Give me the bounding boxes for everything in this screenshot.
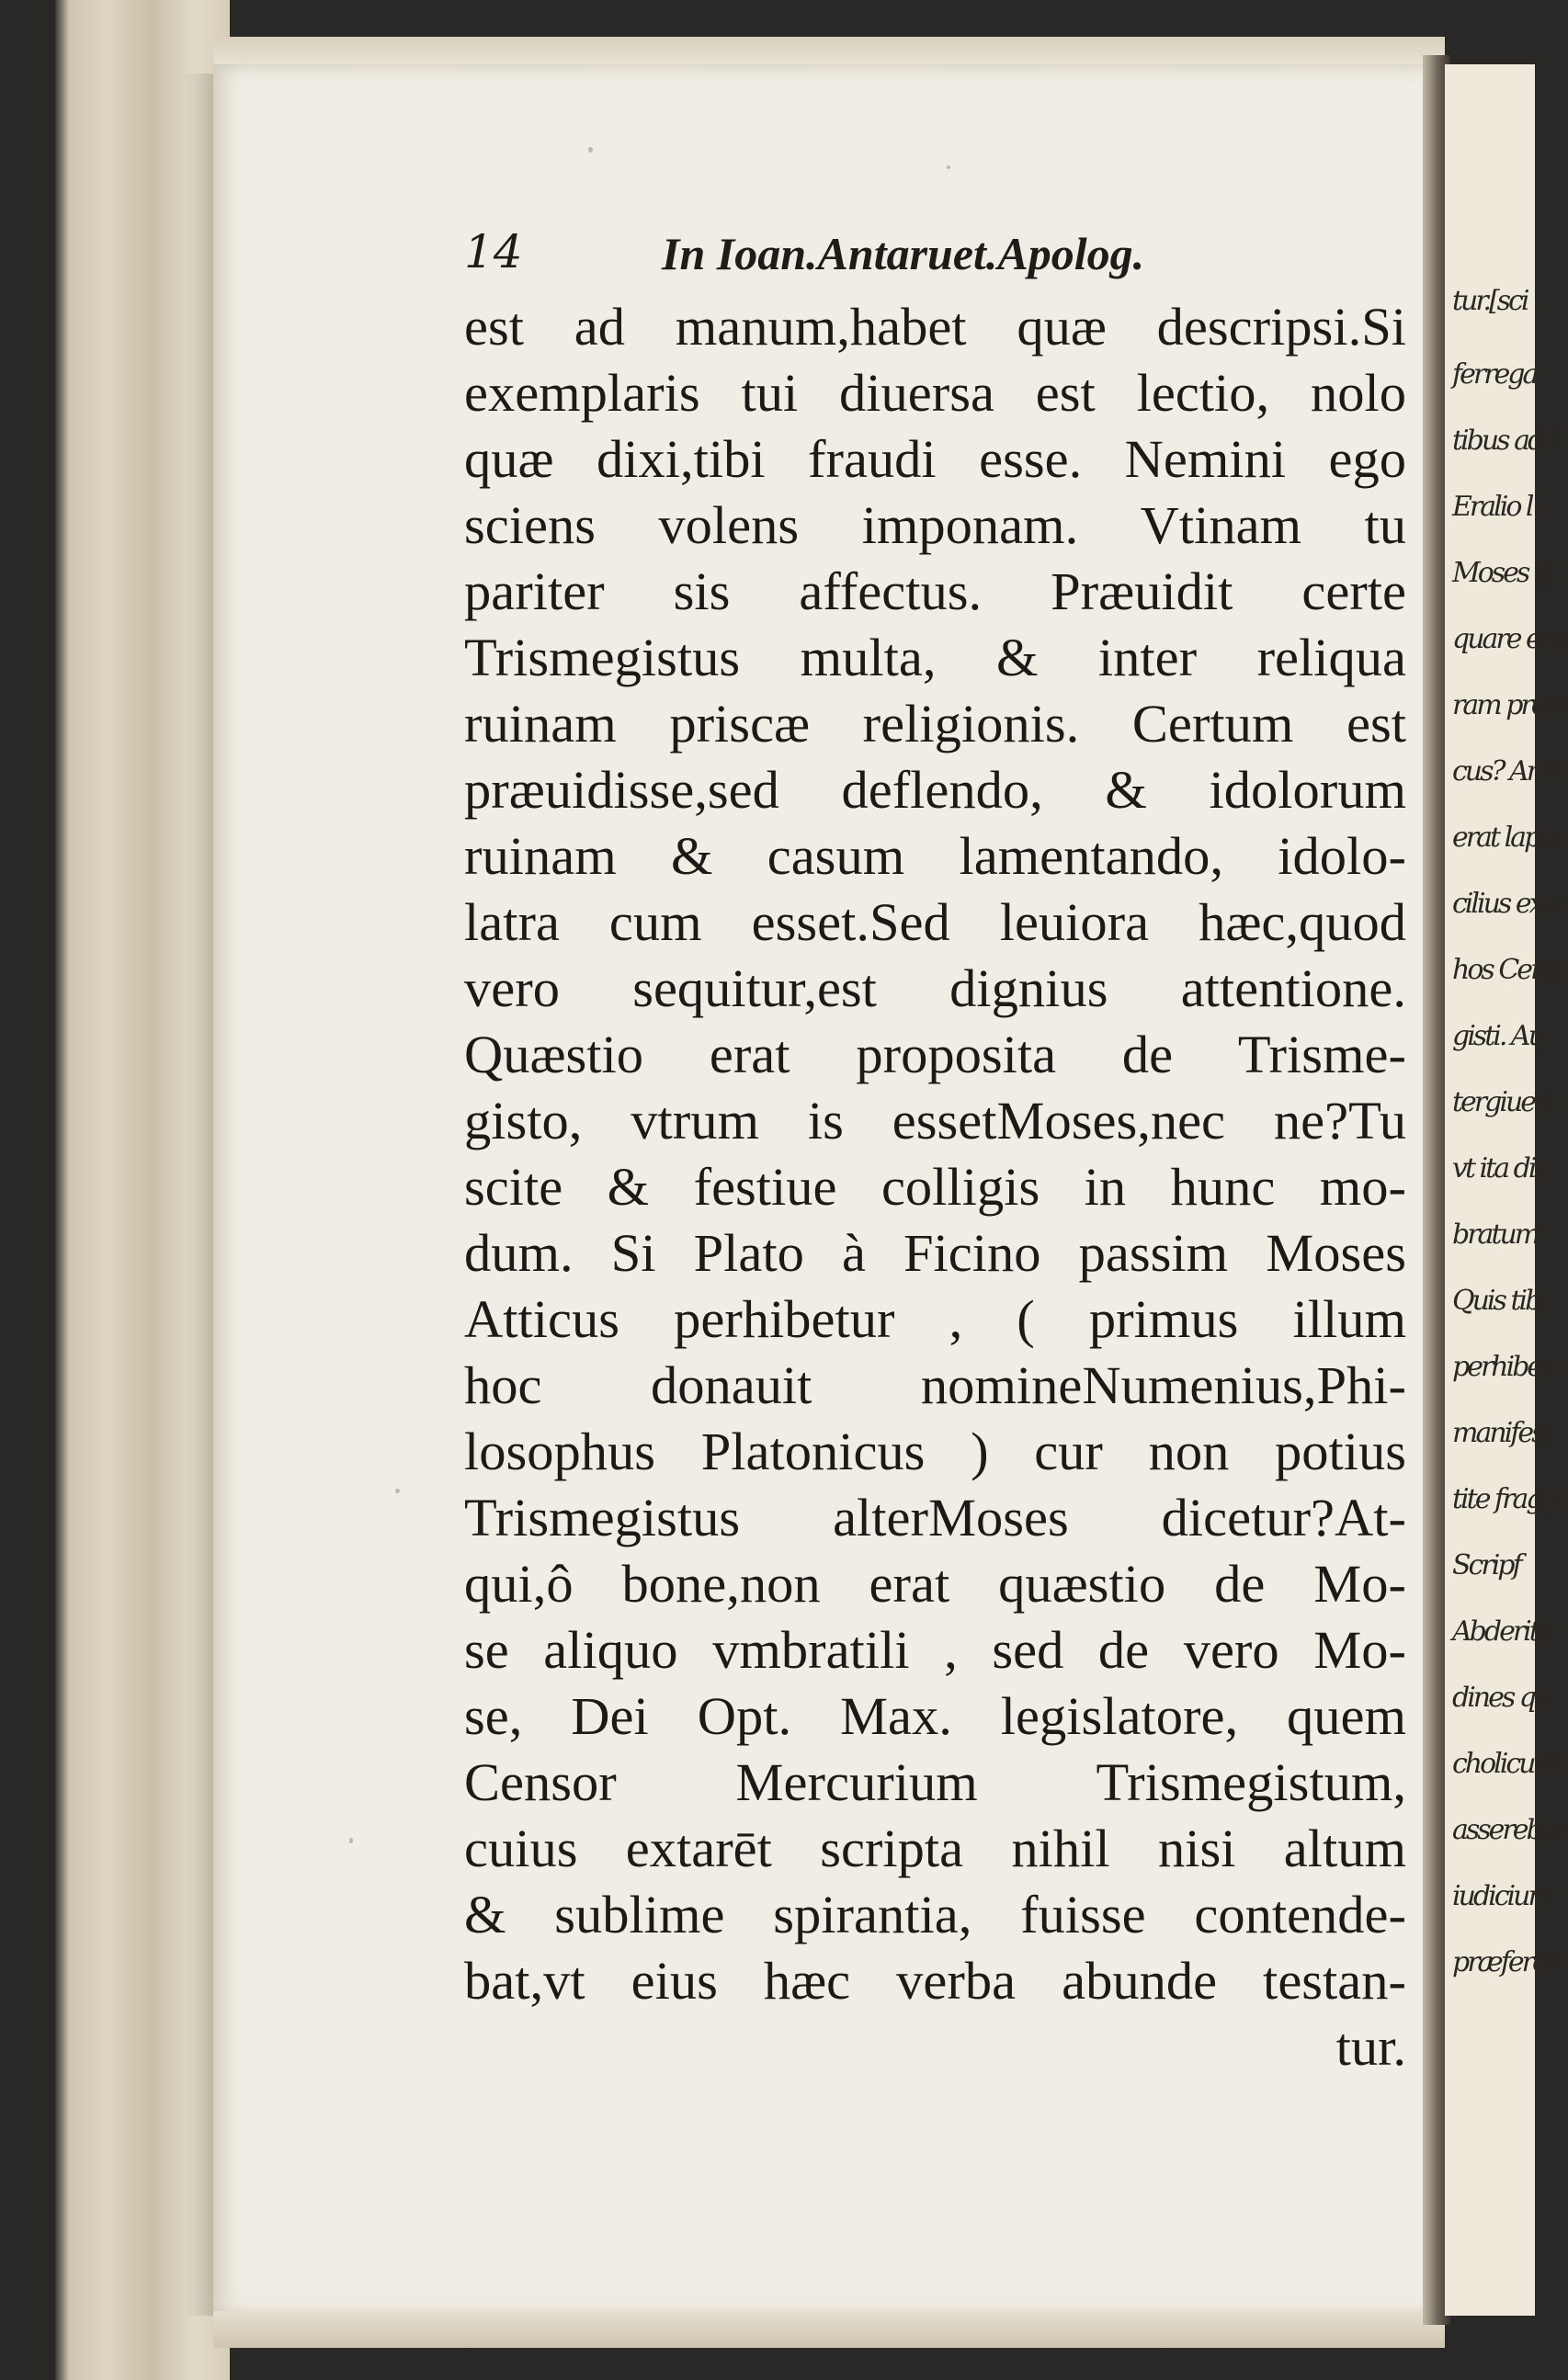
text-line: gisto, vtrum is essetMoses,nec ne?Tu [464, 1091, 1406, 1150]
next-page-fragment: perhiben [1452, 1351, 1556, 1383]
next-page-fragment: manifest [1452, 1417, 1551, 1449]
next-page-fragment: tite fraga [1452, 1483, 1555, 1515]
body-text [464, 294, 1406, 2080]
text-line: latra cum esset.Sed leuiora hæc,quod [464, 892, 1406, 952]
text-line: ruinam & casum lamentando, idolo- [464, 826, 1406, 886]
next-page-fragment: præferen [1452, 1946, 1562, 1978]
page-bottom-edge [213, 2311, 1445, 2348]
text-line: sciens volens imponam. Vtinam tu [464, 495, 1406, 555]
next-page-fragment: tergiuert [1452, 1086, 1553, 1118]
next-page-fragment: iudicium [1452, 1880, 1551, 1912]
text-line: præuidisse,sed deflendo, & idolorum [464, 760, 1406, 820]
next-page-fragment: cilius exer [1452, 888, 1566, 920]
text-line: Quæstio erat proposita de Trisme- [464, 1025, 1406, 1084]
text-line: hoc donauit nomineNumenius,Phi- [464, 1355, 1406, 1415]
running-title: In Ioan.Antaruet.Apolog. [662, 228, 1145, 279]
paper-speck [947, 165, 950, 169]
next-page-fragment: Abderita [1452, 1615, 1551, 1648]
next-page-fragment: Quis tib [1452, 1285, 1540, 1317]
page-number: 14 [464, 225, 523, 278]
next-page-fragment: bratum [1452, 1218, 1539, 1251]
next-page-edge [1445, 64, 1568, 2316]
paper-speck [588, 147, 593, 153]
next-page-fragment: Scripf [1452, 1549, 1520, 1581]
next-page-fragment: tur.[sci [1452, 285, 1528, 317]
text-line: pariter sis affectus. Præuidit certe [464, 561, 1406, 621]
next-page-fragment: dines qu [1452, 1682, 1550, 1714]
text-line: est ad manum,habet quæ descripsi.Si [464, 297, 1406, 357]
catchword: tur. [1335, 2017, 1406, 2077]
running-head [464, 225, 1420, 289]
next-page-fragment: ferrega [1452, 358, 1537, 391]
next-page-fragment: quare erg [1452, 623, 1565, 655]
next-page-fragment: cholicum [1452, 1748, 1557, 1780]
next-page-fragment: tibus ad f [1452, 425, 1556, 457]
text-line: vero sequitur,est dignius attentione. [464, 958, 1406, 1018]
text-line: scite & festiue colligis in hunc mo- [464, 1157, 1406, 1217]
paper-speck [395, 1489, 400, 1493]
text-line: losophus Platonicus ) cur non potius [464, 1422, 1406, 1481]
next-page-fragment: hos Cens [1452, 954, 1557, 986]
text-line: qui,ô bone,non erat quæstio de Mo- [464, 1554, 1406, 1614]
next-page-fragment: asserebat [1452, 1814, 1563, 1846]
next-page-fragment: cus? Ann [1452, 755, 1557, 788]
text-line: Censor Mercurium Trismegistum, [464, 1752, 1406, 1812]
text-line: exemplaris tui diuersa est lectio, nolo [464, 363, 1406, 423]
next-page-fragment: erat lapia [1452, 822, 1559, 854]
text-line: bat,vt eius hæc verba abunde testan- [464, 1951, 1406, 2011]
text-line: quæ dixi,tibi fraudi esse. Nemini ego [464, 429, 1406, 489]
text-line: se aliquo vmbratili , sed de vero Mo- [464, 1620, 1406, 1680]
next-page-fragment: Eralio l [1452, 491, 1532, 523]
text-line: & sublime spirantia, fuisse contende- [464, 1885, 1406, 1944]
text-line: Atticus perhibetur , ( primus illum [464, 1289, 1406, 1349]
text-line: dum. Si Plato à Ficino passim Moses [464, 1223, 1406, 1283]
text-line: Trismegistus multa, & inter reliqua [464, 628, 1406, 687]
next-page-fragment: gisti. Au [1452, 1020, 1543, 1052]
next-page-fragment: ram prom [1452, 689, 1568, 721]
next-page-fragment: vt ita dic [1452, 1152, 1548, 1184]
text-line: ruinam priscæ religionis. Certum est [464, 694, 1406, 754]
page-top-edge [213, 37, 1445, 68]
text-line: cuius extarēt scripta nihil nisi altum [464, 1819, 1406, 1878]
text-line: Trismegistus alterMoses dicetur?At- [464, 1488, 1406, 1547]
paper-speck [349, 1838, 353, 1843]
text-line: se, Dei Opt. Max. legislatore, quem [464, 1686, 1406, 1746]
next-page-fragment: Moses ill [1452, 557, 1552, 589]
